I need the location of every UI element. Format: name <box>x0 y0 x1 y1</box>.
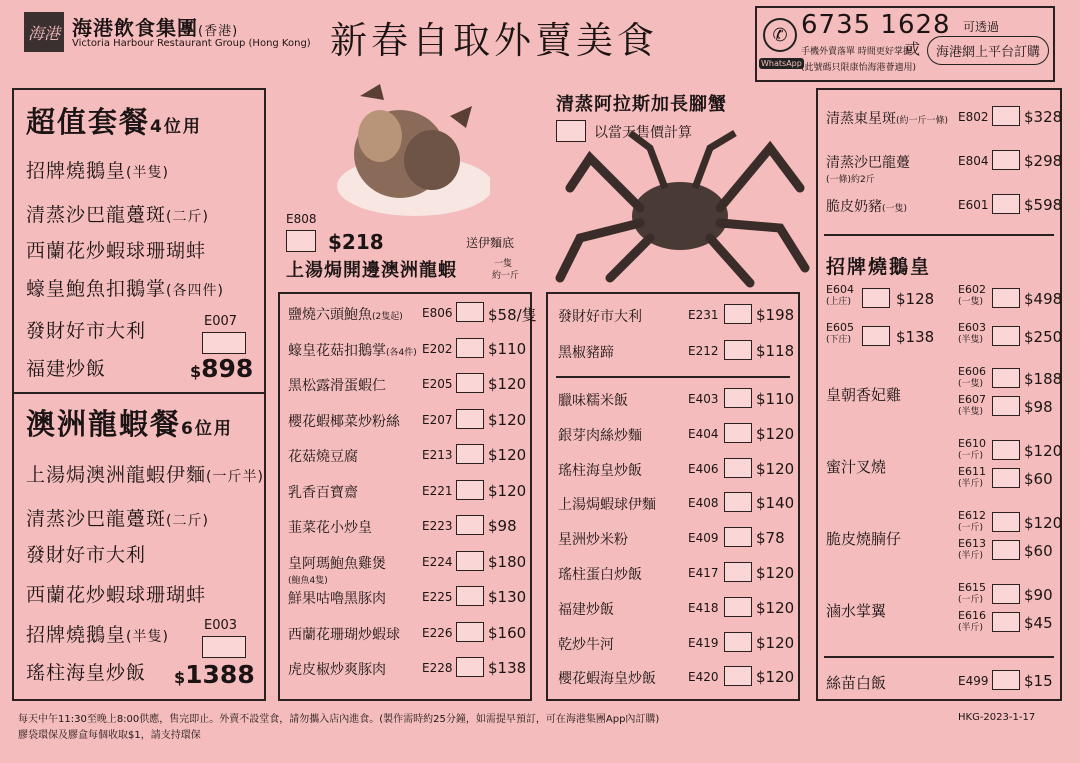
dish-name <box>288 659 386 679</box>
dish-order-checkbox[interactable] <box>456 373 484 393</box>
order-contact-box <box>755 6 1055 82</box>
dish-row[interactable] <box>288 300 537 328</box>
footer-eco-note: 膠袋環保及膠盒每個收取$1，請支持環保 <box>18 730 201 741</box>
code-text: E604 <box>826 283 854 296</box>
dish-price: $198 <box>756 306 795 324</box>
lobster-weight: 約一斤 <box>492 271 520 281</box>
dish-name <box>826 152 910 185</box>
dish-order-checkbox[interactable] <box>724 423 752 443</box>
portion-text: (半斤) <box>958 623 984 633</box>
dish-name <box>288 517 372 537</box>
dish-order-checkbox[interactable] <box>456 657 484 677</box>
goose-code <box>826 284 854 308</box>
company-name: 海港飲食集團(香港) <box>72 16 239 40</box>
dish-price: $120 <box>488 410 527 429</box>
dish-row[interactable] <box>558 560 794 588</box>
dish-name <box>288 446 358 466</box>
dish-order-checkbox[interactable] <box>456 551 484 571</box>
whatsapp-icon: ✆ <box>763 18 797 52</box>
dish-name-text: 花菇燒豆腐 <box>288 449 358 465</box>
rice-price: $15 <box>1024 672 1053 690</box>
dish-price: $138 <box>488 659 527 677</box>
dish-note: (2隻起) <box>372 312 403 322</box>
dish-name-text: 鹽燒六頭鮑魚 <box>288 307 372 323</box>
dish-row[interactable] <box>288 371 528 399</box>
dish-note: (一條)約2斤 <box>826 175 875 185</box>
dish-name: 上湯焗蝦球伊麵 <box>558 497 656 514</box>
dish-name: 瑤柱蛋白炒飯 <box>558 567 642 583</box>
dish-code: E404 <box>688 426 719 441</box>
roast-name: 脆皮燒腩仔 <box>826 530 902 548</box>
dish-row[interactable] <box>288 549 528 586</box>
lobster-note: 送伊麵底 <box>466 236 515 250</box>
goose-order-checkbox[interactable] <box>862 326 890 346</box>
goose-price: $250 <box>1024 328 1063 346</box>
dish-order-checkbox[interactable] <box>456 302 484 322</box>
roast-code <box>958 510 986 534</box>
dish-order-checkbox[interactable] <box>456 622 484 642</box>
dish-note: (各4件) <box>386 347 417 358</box>
dish-order-checkbox[interactable] <box>724 388 752 408</box>
code-text: E606 <box>958 365 986 378</box>
set1-item: 福建炒飯 <box>26 358 107 380</box>
roast-order-checkbox[interactable] <box>992 584 1020 604</box>
goose-price: $128 <box>896 290 935 308</box>
dish-row[interactable] <box>558 525 794 553</box>
roast-name: 皇朝香妃雞 <box>826 386 902 404</box>
dish-code: E804 <box>958 154 989 168</box>
dish-code: E205 <box>422 377 453 391</box>
portion-text: (上庄) <box>826 297 852 307</box>
set2-item: 招牌燒鵝皇(半隻) <box>26 624 169 646</box>
roast-price: $90 <box>1024 586 1053 604</box>
roast-price: $120 <box>1024 514 1063 532</box>
dish-code: E601 <box>958 198 989 212</box>
set1-price: $898 <box>190 354 254 383</box>
dish-price: $118 <box>756 342 795 360</box>
dish-note: (一隻) <box>882 204 908 214</box>
dish-price: $120 <box>488 481 527 500</box>
dish-code: E806 <box>422 306 453 320</box>
rice-divider <box>824 656 1054 658</box>
lobster-name: 上湯焗開邊澳洲龍蝦 <box>286 260 457 281</box>
roast-name: 蜜汁叉燒 <box>826 458 887 476</box>
set1-item: 招牌燒鵝皇(半隻) <box>26 160 169 182</box>
roast-code <box>958 438 986 462</box>
goose-row <box>826 283 1063 318</box>
panel-b-divider <box>556 376 790 378</box>
dish-name-text: 西蘭花珊瑚炒蝦球 <box>288 626 400 643</box>
dish-code: E420 <box>688 670 719 685</box>
dish-order-checkbox[interactable] <box>456 409 484 429</box>
dish-code: E418 <box>688 600 719 615</box>
set2-item: 瑤柱海皇炒飯 <box>26 662 147 684</box>
dish-name-text: 黑松露滑蛋蝦仁 <box>288 378 386 394</box>
dish-price: $180 <box>488 552 527 571</box>
roast-code <box>958 466 986 490</box>
roast-code <box>958 366 986 390</box>
crab-price-note: 以當天售價計算 <box>594 125 692 141</box>
dish-name-text: 鮮果咕嚕黑豚肉 <box>288 591 386 607</box>
lobster-code: E808 <box>286 212 317 226</box>
dish-name <box>826 108 948 128</box>
roast-section-title: 招牌燒鵝皇 <box>826 256 932 278</box>
dish-price: $58/隻 <box>488 306 537 324</box>
dish-order-checkbox[interactable] <box>456 586 484 606</box>
portion-text: (下庄) <box>826 335 852 345</box>
dish-order-checkbox[interactable] <box>724 597 752 617</box>
portion-text: (一斤) <box>958 523 984 533</box>
lobster-photo <box>320 76 490 226</box>
dish-name <box>288 340 417 360</box>
dish-code: E207 <box>422 412 453 427</box>
dish-code: E213 <box>422 448 453 462</box>
dish-order-checkbox[interactable] <box>724 562 752 582</box>
online-note: 可透過 <box>963 20 1000 34</box>
dish-row[interactable] <box>558 630 794 658</box>
dish-price: $160 <box>488 623 527 642</box>
dish-price: $598 <box>1024 196 1063 214</box>
roast-price: $98 <box>1024 398 1053 416</box>
code-text: E616 <box>958 609 986 622</box>
dish-row[interactable] <box>288 655 528 683</box>
dish-order-checkbox[interactable] <box>992 106 1020 126</box>
lobster-order-checkbox[interactable] <box>286 230 316 252</box>
dish-order-checkbox[interactable] <box>456 480 484 500</box>
code-text: E610 <box>958 437 986 450</box>
dish-name <box>288 411 400 431</box>
rice-order-checkbox[interactable] <box>992 670 1020 690</box>
rice-item[interactable] <box>826 670 1058 696</box>
code-text: E607 <box>958 393 986 406</box>
set2-item: 西蘭花炒蝦球珊瑚蚌 <box>26 584 207 606</box>
dish-order-checkbox[interactable] <box>456 338 484 358</box>
phone-note: 手機外賣落單 時間更好掌握 <box>801 47 912 57</box>
dish-price: $120 <box>756 424 795 443</box>
dish-name-text: 虎皮椒炒爽豚肉 <box>288 662 386 678</box>
dish-note: (鮑魚4隻) <box>288 575 328 586</box>
dish-name: 福建炒飯 <box>558 601 614 618</box>
dish-note: (約一斤一條) <box>896 116 949 126</box>
dish-order-checkbox[interactable] <box>724 340 752 360</box>
dish-code: E419 <box>688 635 719 650</box>
dish-row[interactable] <box>288 442 528 470</box>
dish-name: 櫻花蝦海皇炒飯 <box>558 671 656 688</box>
footer-ref: HKG-2023-1-17 <box>958 712 1036 723</box>
set1-title: 超值套餐4位用 <box>26 105 202 139</box>
roast-name: 滷水掌翼 <box>826 602 887 620</box>
dish-row[interactable] <box>288 407 528 435</box>
dish-order-checkbox[interactable] <box>992 194 1020 214</box>
dish-order-checkbox[interactable] <box>992 150 1020 170</box>
set2-price: $1388 <box>174 660 255 689</box>
dish-row[interactable] <box>288 336 528 364</box>
set1-item: 蠔皇鮑魚扣鵝掌(各四件) <box>26 278 224 300</box>
dish-price: $328 <box>1024 108 1063 126</box>
dish-row[interactable] <box>558 456 794 484</box>
crab-photo <box>550 128 810 288</box>
set-menu-panel <box>12 88 266 701</box>
premium-row[interactable] <box>826 104 1063 134</box>
dish-code: E226 <box>422 625 453 640</box>
crab-name: 清蒸阿拉斯加長腳蟹 <box>556 94 727 115</box>
dish-row[interactable] <box>288 620 528 648</box>
roast-price: $120 <box>1024 442 1063 460</box>
code-text: E613 <box>958 537 986 550</box>
goose-row <box>826 321 1063 356</box>
roast-code <box>958 394 986 418</box>
set2-item: 清蒸沙巴龍躉斑(二斤) <box>26 508 209 530</box>
set1-code: E007 <box>204 314 238 329</box>
dish-code: E408 <box>688 496 719 511</box>
dish-price: $140 <box>756 494 795 513</box>
portion-text: (半隻) <box>958 335 984 345</box>
set1-item: 西蘭花炒蝦球珊瑚蚌 <box>26 240 207 262</box>
portion-text: (一斤) <box>958 595 984 605</box>
roast-order-checkbox[interactable] <box>992 540 1020 560</box>
set1-item: 清蒸沙巴龍躉斑(二斤) <box>26 204 209 226</box>
lobster-price: $218 <box>328 230 384 254</box>
phone-number[interactable]: 6735 1628 <box>801 10 951 40</box>
goose-price: $138 <box>896 328 935 346</box>
dish-order-checkbox[interactable] <box>724 632 752 652</box>
roast-order-checkbox[interactable] <box>992 512 1020 532</box>
dish-code: E228 <box>422 661 453 675</box>
goose-order-checkbox[interactable] <box>862 288 890 308</box>
company-logo: 海港 <box>24 12 64 52</box>
portion-text: (一斤) <box>958 451 984 461</box>
phone-restriction-note: (此號碼只限康怡海港薈適用) <box>801 63 917 73</box>
set1-item: 發財好市大利 <box>26 320 147 342</box>
portion-text: (半隻) <box>958 407 984 417</box>
code-text: E602 <box>958 283 986 296</box>
set2-item: 發財好市大利 <box>26 544 147 566</box>
dish-name: 乾炒牛河 <box>558 636 614 653</box>
dish-name <box>288 482 358 502</box>
dish-order-checkbox[interactable] <box>724 304 752 324</box>
dish-name: 瑤柱海皇炒飯 <box>558 462 642 479</box>
set2-item: 上湯焗澳洲龍蝦伊麵(一斤半) <box>26 464 264 486</box>
roast-order-checkbox[interactable] <box>992 396 1020 416</box>
dish-order-checkbox[interactable] <box>724 458 752 478</box>
dish-name: 發財好市大利 <box>558 309 642 325</box>
dish-name-text: 韮菜花小炒皇 <box>288 520 372 536</box>
dish-name-text: 皇阿瑪鮑魚雞煲 <box>288 555 386 572</box>
dish-code: E403 <box>688 392 719 406</box>
code-text: E615 <box>958 581 986 594</box>
dish-name <box>288 304 403 324</box>
roast-code <box>958 538 986 562</box>
whatsapp-label: WhatsApp <box>761 59 802 68</box>
roast-price: $60 <box>1024 470 1053 488</box>
dish-name <box>288 553 386 586</box>
dish-code: E212 <box>688 344 719 358</box>
code-text: E611 <box>958 465 986 478</box>
dish-price: $120 <box>756 598 795 617</box>
dish-order-checkbox[interactable] <box>456 515 484 535</box>
dish-price: $78 <box>756 529 785 548</box>
roast-price: $45 <box>1024 614 1053 632</box>
dish-row[interactable] <box>288 584 528 612</box>
company-name-en: Victoria Harbour Restaurant Group (Hong Kong) <box>72 38 311 49</box>
dish-name-text: 清蒸沙巴龍躉 <box>826 155 910 171</box>
set-divider <box>14 392 264 394</box>
dish-order-checkbox[interactable] <box>724 492 752 512</box>
dish-name <box>288 624 400 644</box>
dish-price: $110 <box>488 339 527 358</box>
dish-code: E406 <box>688 461 719 476</box>
dish-code: E409 <box>688 531 719 546</box>
rice-name: 絲苗白飯 <box>826 674 887 692</box>
goose-code <box>826 322 854 346</box>
dish-order-checkbox[interactable] <box>456 444 484 464</box>
dish-row[interactable] <box>558 490 794 518</box>
goose-code <box>958 322 986 346</box>
roast-item <box>826 509 1063 574</box>
roast-item <box>826 582 1058 646</box>
set2-code: E003 <box>204 618 238 633</box>
dish-row[interactable] <box>288 478 528 506</box>
dish-price: $120 <box>756 564 795 582</box>
dish-code: E223 <box>422 519 453 533</box>
dish-price: $120 <box>756 668 795 687</box>
roast-price: $188 <box>1024 370 1063 388</box>
dish-name-text: 櫻花蝦椰菜炒粉絲 <box>288 413 400 430</box>
dish-order-checkbox[interactable] <box>724 527 752 547</box>
dish-code: E231 <box>688 308 719 322</box>
dish-name: 黑椒豬蹄 <box>558 345 614 361</box>
dish-code: E225 <box>422 590 453 604</box>
dish-price: $130 <box>488 588 527 606</box>
online-order-badge[interactable]: 海港網上平台訂購 <box>927 36 1049 65</box>
roast-order-checkbox[interactable] <box>992 368 1020 388</box>
dish-price: $120 <box>756 459 795 478</box>
set2-order-checkbox[interactable] <box>202 636 246 658</box>
rice-code: E499 <box>958 674 989 688</box>
code-text: E612 <box>958 509 986 522</box>
lobster-unit: 一隻 <box>494 259 513 269</box>
portion-text: (一隻) <box>958 297 984 307</box>
dish-row[interactable] <box>288 513 528 541</box>
dish-name: 臘味糯米飯 <box>558 393 628 409</box>
dish-name: 銀芽肉絲炒麵 <box>558 427 642 444</box>
dish-name: 星洲炒米粉 <box>558 532 628 549</box>
premium-row[interactable] <box>826 148 1063 185</box>
dish-name-text: 蠔皇花菇扣鵝掌 <box>288 342 386 359</box>
roast-order-checkbox[interactable] <box>992 440 1020 460</box>
dish-price: $298 <box>1024 152 1063 170</box>
code-text: E605 <box>826 321 854 334</box>
dish-name <box>288 375 386 395</box>
roast-code <box>958 610 986 634</box>
dish-name <box>288 588 386 608</box>
dish-price: $98 <box>488 517 517 535</box>
set1-order-checkbox[interactable] <box>202 332 246 354</box>
dish-code: E221 <box>422 483 453 498</box>
dish-name <box>826 196 907 216</box>
dish-price: $120 <box>488 446 527 464</box>
roast-order-checkbox[interactable] <box>992 468 1020 488</box>
portion-text: (半斤) <box>958 551 984 561</box>
set2-title: 澳洲龍蝦餐6位用 <box>26 407 233 441</box>
dish-code: E202 <box>422 341 453 356</box>
dish-code: E224 <box>422 554 453 569</box>
dish-price: $120 <box>488 375 527 393</box>
dish-row[interactable] <box>558 386 794 414</box>
dish-code: E417 <box>688 566 719 580</box>
roast-code <box>958 582 986 606</box>
portion-text: (半斤) <box>958 479 984 489</box>
page-title: 新春自取外賣美食 <box>330 19 658 62</box>
or-text: 或 <box>905 40 921 58</box>
goose-price: $498 <box>1024 290 1063 308</box>
dish-name-text: 乳香百寶齋 <box>288 484 358 501</box>
portion-text: (一隻) <box>958 379 984 389</box>
goose-order-checkbox[interactable] <box>992 288 1020 308</box>
roast-price: $60 <box>1024 542 1053 560</box>
dish-price: $120 <box>756 633 795 652</box>
dish-price: $110 <box>756 390 795 408</box>
code-text: E603 <box>958 321 986 334</box>
dish-row[interactable] <box>558 421 794 449</box>
dish-row[interactable] <box>558 338 794 366</box>
dish-order-checkbox[interactable] <box>724 666 752 686</box>
footer-note: 每天中午11:30至晚上8:00供應，售完即止。外賣不設堂食，請勿攜入店內進食。(製作需時約25分鐘，如需提早預訂，可在海港集團App內訂購) <box>18 714 660 725</box>
roast-item <box>826 437 1063 502</box>
roast-divider-top <box>824 234 1054 236</box>
dish-row[interactable] <box>558 302 794 330</box>
roast-item <box>826 365 1063 430</box>
dish-row[interactable] <box>558 664 794 692</box>
premium-row[interactable] <box>826 192 1063 222</box>
goose-code <box>958 284 986 308</box>
dish-code: E802 <box>958 110 989 124</box>
dish-name-text: 清蒸東星斑 <box>826 111 896 127</box>
goose-order-checkbox[interactable] <box>992 326 1020 346</box>
dish-name-text: 脆皮奶豬 <box>826 199 882 215</box>
dish-row[interactable] <box>558 595 794 623</box>
roast-order-checkbox[interactable] <box>992 612 1020 632</box>
